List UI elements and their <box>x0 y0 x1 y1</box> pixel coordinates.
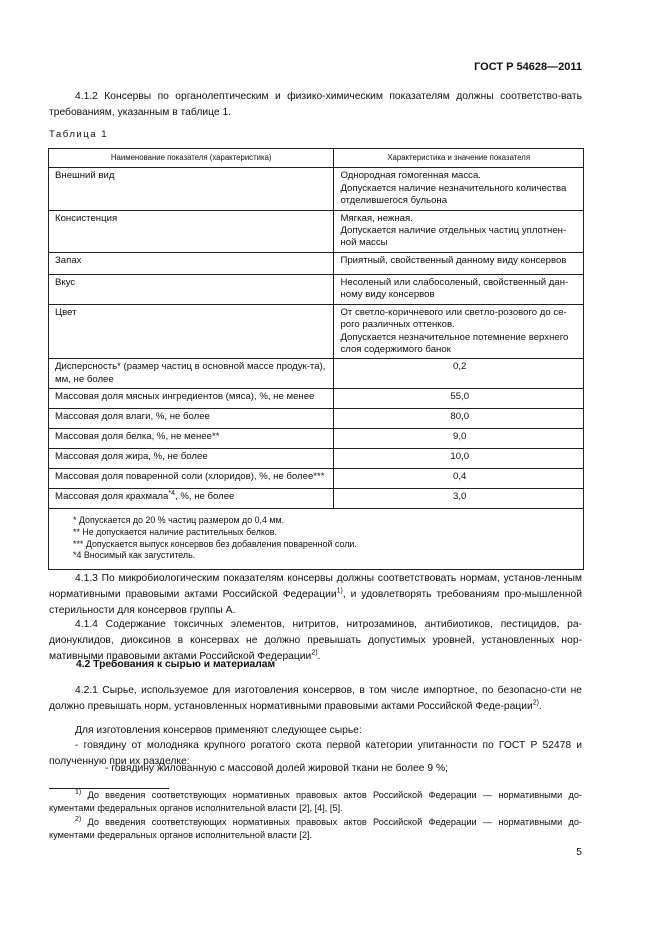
raw-materials-intro: Для изготовления консервов применяют следующее сырье: <box>75 725 362 736</box>
table-row <box>49 489 584 509</box>
paragraph-text: . <box>539 701 542 712</box>
standard-id: ГОСТ Р 54628—2011 <box>474 61 582 73</box>
indicator-name: Массовая доля мясных ингредиентов (мяса), %, не менее <box>49 389 334 409</box>
footnote-1 <box>49 789 582 815</box>
table-row <box>49 359 584 389</box>
table-caption: Таблица 1 <box>49 129 109 140</box>
paragraph-text: . <box>317 651 321 662</box>
indicator-name <box>49 489 334 509</box>
indicator-value <box>334 304 584 359</box>
table-row <box>49 429 584 449</box>
paragraph-text: 4.1.4 Содержание токсичных элементов, нитритов, нитрозаминов, антибиотиков, пестицидов, ра-дионуклидов, диоксинов в консервах не должно превышать допустимых уровней, установленных нор-мативными правовыми актами Российской Федерации <box>49 619 582 662</box>
indicator-name: Массовая доля влаги, %, не более <box>49 409 334 429</box>
indicator-name: Запах <box>49 252 334 274</box>
paragraph-4-1-2: 4.1.2 Консервы по органолептическим и физико-химическим показателям должны соответство-вать требованиям, указанным в таблице 1. <box>49 91 582 118</box>
value-line: От светло-коричневого или светло-розового до се-рого различных оттенков. <box>340 306 567 331</box>
table-note: * Допускается до 20 % частиц размером до 0,4 мм. <box>73 515 285 526</box>
indicator-value: 10,0 <box>334 449 584 469</box>
table-note: *4 Вносимый как загуститель. <box>73 550 196 561</box>
footnote-mark: 2) <box>75 815 82 823</box>
indicator-name-text: , %, не более <box>175 491 235 503</box>
indicator-value <box>334 168 584 210</box>
indicator-name: Массовая доля поваренной соли (хлоридов), %, не более*** <box>49 469 334 489</box>
table-note: *** Допускается выпуск консервов без добавления поваренной соли. <box>73 538 357 549</box>
value-line: Мягкая, нежная. <box>340 212 413 224</box>
paragraph-text: 4.2.1 Сырье, используемое для изготовления консервов, в том числе импортное, по безопасно-сти не должно превышать норм, установленных нормативными правовыми актами Российской Феде-рации <box>49 685 582 712</box>
paragraph-4-2-1 <box>49 683 582 715</box>
value-line: Допускается незначительное потемнение верхнего слоя содержимого банок <box>340 331 569 356</box>
indicator-value: 0,4 <box>334 469 584 489</box>
footnote-mark: *4 <box>168 490 175 498</box>
table-notes <box>49 509 584 569</box>
indicator-value: 9,0 <box>334 429 584 449</box>
table-row <box>49 252 584 274</box>
table-row <box>49 304 584 359</box>
section-heading-4-2: 4.2 Требования к сырью и материалам <box>76 659 276 670</box>
footnote-ref: 1) <box>336 587 343 595</box>
table-row <box>49 168 584 210</box>
indicator-value: Несоленый или слабосоленый, свойственный дан-ному виду консервов <box>334 274 584 304</box>
value-line: Допускается наличие незначительного количества отделившегося бульона <box>340 182 567 207</box>
table-row <box>49 409 584 429</box>
indicator-name: Цвет <box>49 304 334 359</box>
indicator-name: Вкус <box>49 274 334 304</box>
indicator-value: 0,2 <box>334 359 584 389</box>
footnote-2 <box>49 816 582 842</box>
table-row <box>49 449 584 469</box>
value-line: Однородная гомогенная масса. <box>340 170 481 182</box>
indicator-value: 80,0 <box>334 409 584 429</box>
indicator-name: Дисперсность* (размер частиц в основной массе продук-та), мм, не более <box>49 359 334 389</box>
value-line: Допускается наличие отдельных частиц уплотнен-ной массы <box>340 225 567 249</box>
indicator-name: Консистенция <box>49 210 334 252</box>
paragraph-text: 4.1.3 По микробиологическим показателям консервы должны соответствовать нормам, установ-ленным нормативными правовыми актами Российской Федерации <box>49 573 582 600</box>
paragraph-4-1-3 <box>49 571 582 619</box>
indicator-name-text: Массовая доля крахмала <box>55 491 169 503</box>
raw-material-beef: - говядину от молодняка крупного рогатого скота первой категории упитанности по ГОСТ Р 52478 и полученную при их разделке: <box>49 740 582 767</box>
table-row <box>49 274 584 304</box>
table-note: ** Не допускается наличие растительных белков. <box>73 527 277 538</box>
footnote-mark: 1) <box>75 788 82 796</box>
footnote-text: До введения соответствующих нормативных правовых актов Российской Федерации — нормативными до-кументами федеральных органов исполнительной власти [2], [4], [5]. <box>49 790 582 813</box>
column-header-indicator: Наименование показателя (характеристика) <box>49 149 334 168</box>
footnote-ref: 2) <box>311 649 318 657</box>
page-number: 5 <box>576 847 582 858</box>
indicator-value: 3,0 <box>334 489 584 509</box>
column-header-value: Характеристика и значение показателя <box>334 149 584 168</box>
table-row <box>49 389 584 409</box>
raw-material-beef-sub: - говядину жилованную с массовой долей жировой ткани не более 9 %; <box>105 763 448 774</box>
paragraph-4-1-4 <box>49 617 582 665</box>
indicator-name: Массовая доля белка, %, не менее** <box>49 429 334 449</box>
indicator-name: Массовая доля жира, %, не более <box>49 449 334 469</box>
table-header-row <box>49 149 584 168</box>
indicator-value: 55,0 <box>334 389 584 409</box>
indicator-value: Приятный, свойственный данному виду консервов <box>334 252 584 274</box>
footnote-text: До введения соответствующих нормативных правовых актов Российской Федерации — нормативными до-кументами федеральных органов исполнительной власти [2]. <box>49 817 582 840</box>
table-row <box>49 469 584 489</box>
footnote-ref: 2) <box>532 699 540 707</box>
paragraph-text: , и удовлетворять требованиям про-мышленной стерильности для консервов группы А. <box>49 589 582 616</box>
indicator-name: Внешний вид <box>49 168 334 210</box>
requirements-table <box>48 148 584 570</box>
indicator-value <box>334 210 584 252</box>
table-row <box>49 210 584 252</box>
table-notes-row <box>49 509 584 569</box>
